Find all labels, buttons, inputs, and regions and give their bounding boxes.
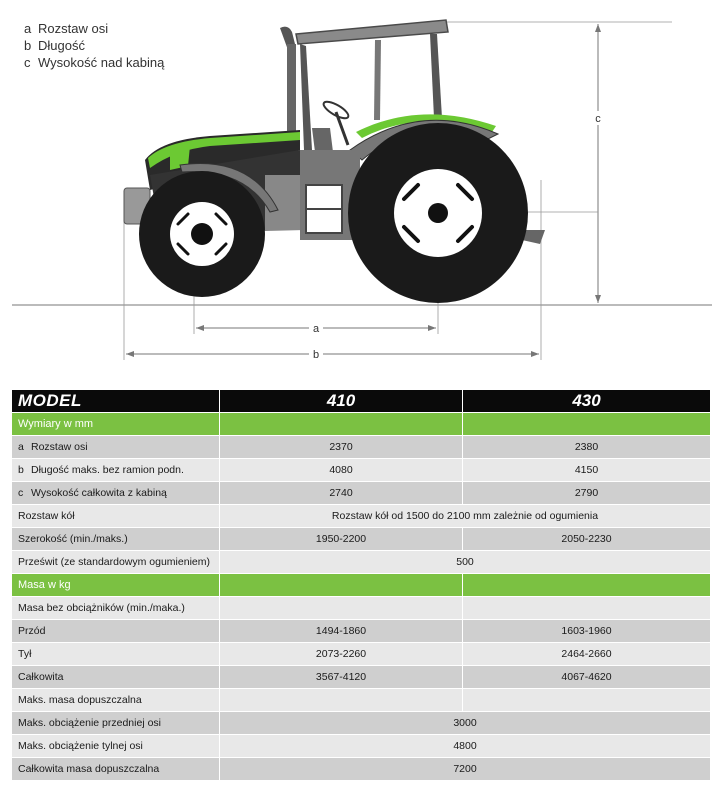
table-row: Szerokość (min./maks.) 1950-2200 2050-2230	[12, 528, 711, 551]
tractor-icon	[124, 20, 545, 303]
table-row: Maks. obciążenie przedniej osi 3000	[12, 712, 711, 735]
table-row: Masa bez obciążników (min./maka.)	[12, 597, 711, 620]
table-row: c Wysokość całkowita z kabiną 2740 2790	[12, 482, 711, 505]
table-row: Przód 1494-1860 1603-1960	[12, 620, 711, 643]
legend-item: b Długość	[24, 38, 85, 53]
model-430-header: 430	[463, 390, 711, 413]
dimension-a-label: a	[312, 323, 320, 335]
table-row: Całkowita masa dopuszczalna 7200	[12, 758, 711, 781]
dimension-c-label: c	[595, 113, 601, 125]
arrow-icon	[595, 24, 601, 32]
arrow-icon	[126, 351, 134, 357]
section-row	[12, 574, 711, 597]
section-title: Masa w kg	[12, 574, 220, 597]
model-410-header: 410	[220, 390, 463, 413]
table-row: Maks. obciążenie tylnej osi 4800	[12, 735, 711, 758]
legend-item: c Wysokość nad kabiną	[24, 55, 165, 70]
model-header: MODEL	[12, 390, 220, 413]
specification-table	[11, 389, 711, 781]
arrow-icon	[595, 295, 601, 303]
table-row: Rozstaw kół Rozstaw kół od 1500 do 2100 mm zależnie od ogumienia	[12, 505, 711, 528]
table-row: Prześwit (ze standardowym ogumieniem) 500	[12, 551, 711, 574]
table-row: b Długość maks. bez ramion podn. 4080 4150	[12, 459, 711, 482]
tractor-figure	[0, 0, 718, 385]
table-row: Całkowita 3567-4120 4067-4620	[12, 666, 711, 689]
table-row: a Rozstaw osi 2370 2380	[12, 436, 711, 459]
arrow-icon	[428, 325, 436, 331]
table-header-row	[12, 390, 711, 413]
dimension-b-label: b	[312, 349, 320, 361]
section-row	[12, 413, 711, 436]
section-title: Wymiary w mm	[12, 413, 220, 436]
table-row: Tył 2073-2260 2464-2660	[12, 643, 711, 666]
table-row: Maks. masa dopuszczalna	[12, 689, 711, 712]
legend-item: a Rozstaw osi	[24, 21, 109, 36]
tractor-drawing	[0, 0, 718, 385]
arrow-icon	[196, 325, 204, 331]
arrow-icon	[531, 351, 539, 357]
